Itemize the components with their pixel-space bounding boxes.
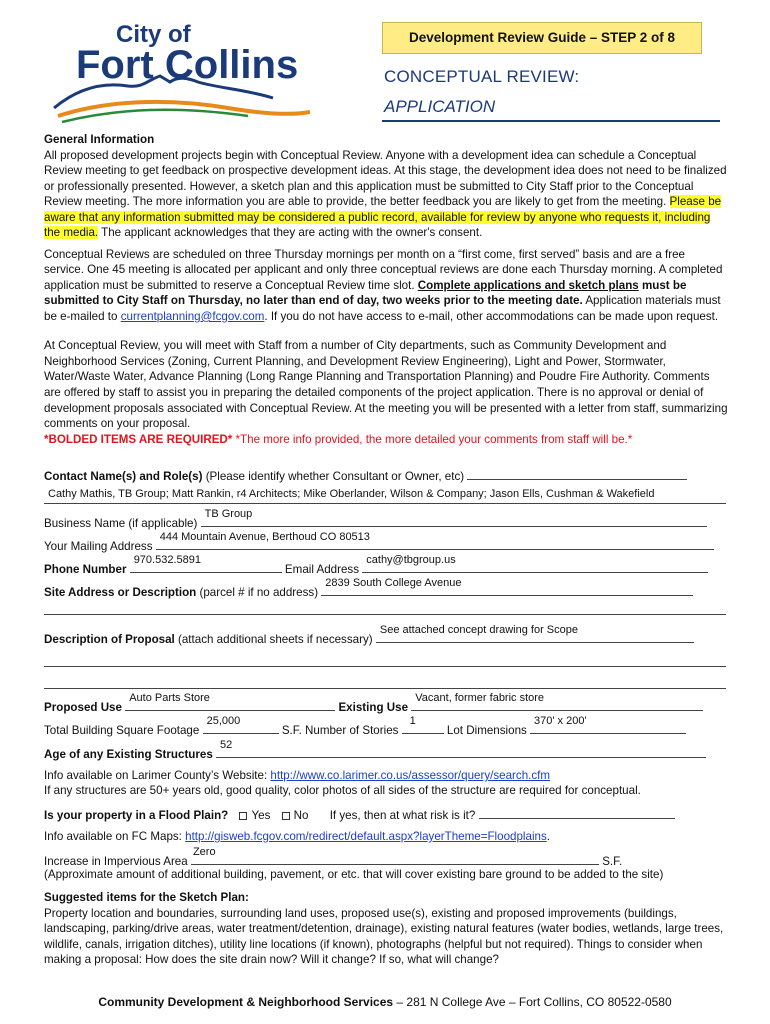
business-field[interactable]	[201, 508, 707, 527]
description-row	[44, 624, 728, 646]
existing-use-value: Vacant, former fabric store	[415, 692, 545, 705]
phone-email-row	[44, 554, 728, 576]
flood-row	[44, 806, 728, 822]
phone-label: Phone Number	[44, 563, 127, 576]
p2-text-c: Application materials must be e-mailed to	[44, 294, 721, 323]
contact-value[interactable]: Cathy Mathis, TB Group; Matt Rankin, r4 Architects; Mike Oberlander, Wilson & Company; Jason Ells, Cushman & Wakefield	[48, 488, 655, 500]
impervious-field[interactable]	[191, 846, 599, 865]
impervious-label: Increase in Impervious Area	[44, 855, 188, 868]
general-information-section	[44, 132, 728, 447]
sketch-heading: Suggested items for the Sketch Plan:	[44, 891, 249, 904]
larimer-row	[44, 768, 728, 784]
description-line-3	[44, 688, 726, 689]
fort-collins-logo-graphic	[48, 16, 318, 126]
stories-value: 1	[409, 715, 416, 728]
p2-underlined: Complete applications and sketch plans	[417, 278, 639, 292]
required-bold: *BOLDED ITEMS ARE REQUIRED*	[44, 432, 233, 446]
page-title: CONCEPTUAL REVIEW:	[384, 67, 580, 86]
contact-label: Contact Name(s) and Role(s)	[44, 470, 203, 483]
required-notice	[44, 432, 728, 448]
flood-risk-label: If yes, then at what risk is it?	[329, 809, 476, 822]
mailing-value: 444 Mountain Avenue, Berthoud CO 80513	[159, 531, 370, 544]
site-field[interactable]	[321, 577, 693, 596]
stories-field[interactable]	[402, 715, 444, 734]
impervious-note: (Approximate amount of additional building, pavement, or etc. that will cover existing bare ground to be added to the site)	[44, 868, 664, 881]
p2-bold: must be submitted to City Staff on Thursday, no later than end of day, two weeks prior to the meeting date.	[44, 278, 687, 308]
page-footer	[0, 994, 770, 1010]
email-value: cathy@tbgroup.us	[366, 554, 456, 567]
public-record-notice: Please be aware that any information submitted may be considered a public record, available for review by anyone who requests it, including the media.	[44, 195, 722, 240]
general-paragraph-3: At Conceptual Review, you will meet with Staff from a number of City departments, such as Community Development and Neighborhood Services (Zoning, Current Planning, and Development Review Engineering), Light and Power, Stormwater, Water/Waste Water, Advance Planning (Long Range Planning and Transportation Planning) and Poudre Fire Authority. Comments are offered by staff to assist you in preparing the detailed components of the project application. There is no approval or denial of development proposals associated with Conceptual Review. At the meeting you will be presented with a letter from staff, summarizing comments on your proposal.	[44, 339, 728, 431]
p1-text-end: The applicant acknowledges that they are acting with the owner's consent.	[98, 226, 483, 240]
fcmaps-row	[44, 829, 728, 845]
general-paragraph-2	[44, 247, 728, 325]
fcmaps-period: .	[546, 830, 551, 843]
age-row	[44, 739, 728, 761]
contact-row	[44, 467, 728, 483]
phone-value: 970.532.5891	[133, 554, 201, 567]
sqft-field[interactable]	[203, 715, 279, 734]
mailing-field[interactable]	[156, 531, 714, 550]
impervious-row	[44, 846, 728, 868]
email-link[interactable]: currentplanning@fcgov.com	[120, 309, 265, 323]
age-value: 52	[220, 739, 233, 752]
mailing-row	[44, 531, 728, 553]
contact-underline	[44, 503, 726, 504]
proposed-use-label: Proposed Use	[44, 701, 122, 714]
fcmaps-link[interactable]: http://gisweb.fcgov.com/redirect/default.aspx?layerTheme=Floodplains	[185, 830, 547, 843]
larimer-link[interactable]: http://www.co.larimer.co.us/assessor/query/search.cfm	[270, 769, 551, 782]
contact-line[interactable]	[467, 467, 687, 480]
title-rule	[382, 120, 720, 122]
description-field[interactable]	[376, 624, 694, 643]
flood-yes-checkbox[interactable]	[239, 812, 247, 820]
size-row	[44, 715, 728, 737]
page-subtitle: APPLICATION	[384, 97, 496, 116]
use-row	[44, 692, 728, 714]
lot-value: 370' x 200'	[534, 715, 587, 728]
sqft-value: 25,000	[206, 715, 241, 728]
sketch-plan-section	[44, 890, 728, 968]
general-heading: General Information	[44, 133, 155, 146]
city-logo	[48, 16, 318, 126]
description-hint: (attach additional sheets if necessary)	[174, 633, 373, 646]
flood-no-label: No	[293, 809, 309, 822]
existing-use-field[interactable]	[411, 692, 703, 711]
p1-text: All proposed development projects begin with Conceptual Review. Anyone with a development idea can schedule a Conceptual Review meeting to get feedback on prospective development ideas. At this stage, the development idea does not need to be finalized or professionally presented. However, a sketch plan and this application must be submitted to City Staff prior to the Conceptual Review meeting. The more information you are able to provide, the better feedback you are likely to get from the meeting.	[44, 148, 727, 209]
impervious-value: Zero	[192, 846, 216, 859]
business-row	[44, 508, 728, 530]
site-hint: (parcel # if no address)	[196, 586, 319, 599]
description-line-2	[44, 666, 726, 667]
flood-yes-label: Yes	[251, 809, 271, 822]
mailing-label: Your Mailing Address	[44, 540, 153, 553]
logo-city-text: City of	[116, 21, 191, 48]
sketch-body: Property location and boundaries, surrounding land uses, proposed use(s), existing and proposed improvements (buildings, landscaping, parking/drive areas, water treatment/detention, drainage), existing natural features (water bodies, wetlands, large trees, wildlife, canals, irrigation ditches), utility line locations (if known), photographs (helpful but not required). Things to consider when making a proposal: How does the site drain now? Will it change? If so, what will change?	[44, 906, 724, 967]
p2-text: Conceptual Reviews are scheduled on three Thursday mornings per month on a “first come, first served” basis and are a free service. One 45 meeting is allocated per applicant and only three conceptual reviews are done each Thursday morning. A completed application must be submitted to reserve a Conceptual Review time slot.	[44, 247, 723, 292]
site-row	[44, 577, 728, 599]
larimer-text: Info available on Larimer County’s Website:	[44, 769, 271, 782]
general-paragraph-1	[44, 148, 728, 241]
stories-label: S.F. Number of Stories	[281, 724, 399, 737]
contact-hint: (Please identify whether Consultant or Owner, etc)	[202, 470, 465, 483]
email-label: Email Address	[284, 563, 360, 576]
business-label: Business Name (if applicable)	[44, 517, 198, 530]
site-extra-line	[44, 614, 726, 615]
fcmaps-text: Info available on FC Maps:	[44, 830, 186, 843]
required-hint: *The more info provided, the more detailed your comments from staff will be.*	[232, 432, 633, 446]
phone-field[interactable]	[130, 554, 282, 573]
site-label: Site Address or Description	[44, 586, 197, 599]
impervious-unit: S.F.	[602, 855, 623, 868]
existing-use-label: Existing Use	[338, 701, 409, 714]
email-field[interactable]	[362, 554, 708, 573]
flood-no-checkbox[interactable]	[282, 812, 290, 820]
footer-address: – 281 N College Ave – Fort Collins, CO 80522-0580	[393, 995, 672, 1009]
flood-risk-field[interactable]	[479, 806, 675, 819]
footer-department: Community Development & Neighborhood Services	[98, 995, 394, 1009]
age-field[interactable]	[216, 739, 706, 758]
lot-label: Lot Dimensions	[446, 724, 527, 737]
business-value: TB Group	[204, 508, 253, 521]
step-indicator: Development Review Guide – STEP 2 of 8	[382, 22, 702, 54]
sqft-label: Total Building Square Footage	[44, 724, 200, 737]
proposed-use-field[interactable]	[125, 692, 335, 711]
p2-text-d: . If you do not have access to e-mail, other accommodations can be made upon request.	[264, 309, 719, 323]
logo-name-text: Fort Collins	[76, 43, 299, 87]
proposed-use-value: Auto Parts Store	[129, 692, 210, 705]
description-label: Description of Proposal	[44, 633, 175, 646]
site-value: 2839 South College Avenue	[325, 577, 462, 590]
structure-photo-note: If any structures are 50+ years old, good quality, color photos of all sides of the structure are required for conceptual.	[44, 784, 641, 797]
description-value: See attached concept drawing for Scope	[379, 624, 578, 637]
age-label: Age of any Existing Structures	[44, 748, 213, 761]
lot-field[interactable]	[530, 715, 686, 734]
flood-label: Is your property in a Flood Plain?	[44, 809, 229, 822]
